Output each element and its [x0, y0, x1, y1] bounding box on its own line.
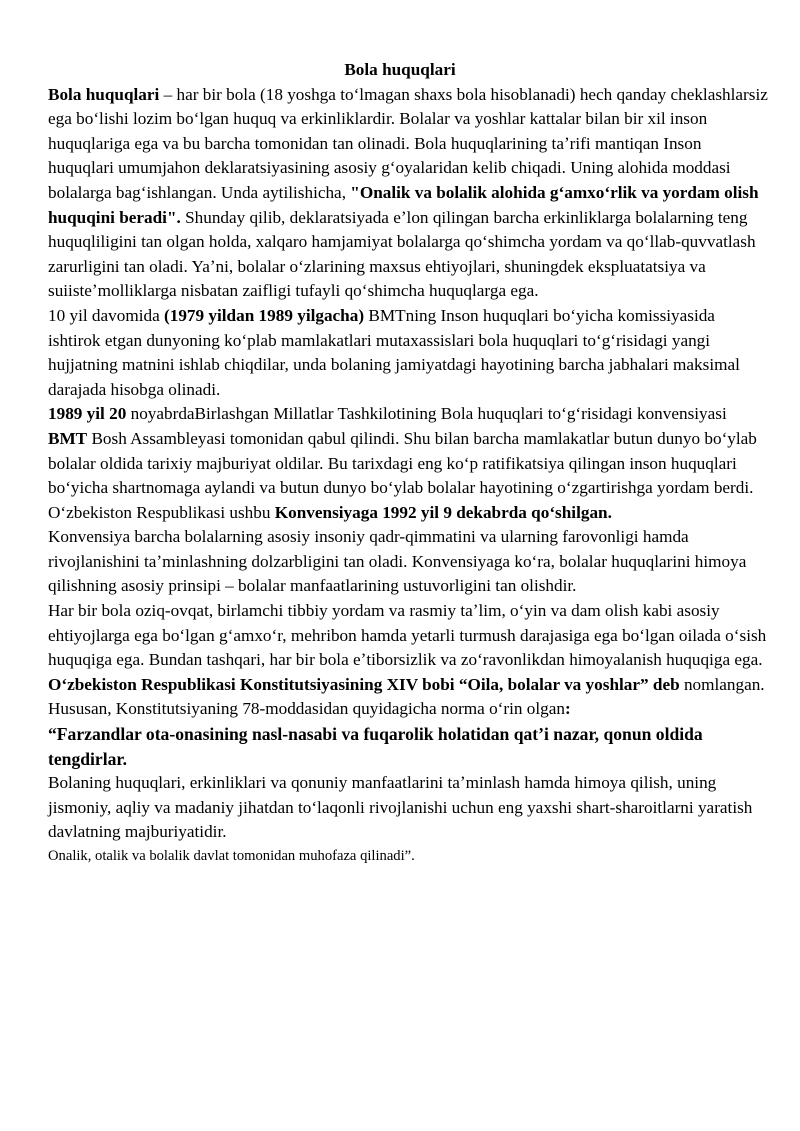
paragraph-state-duty: Bolaning huquqlari, erkinliklari va qonuniy manfaatlarini taʼminlash hamda himoya qilish, uning jismoniy, aqliy va madaniy jihatdan toʻlaqonli rivojlanishi uchun eng yaxshi shart-sharoitlarni yaratish davlatning majburiyatidir.	[48, 773, 753, 842]
document-title: Bola huquqlari	[344, 60, 456, 79]
paragraph-convention: 1989 yil 20 noyabrdaBirlashgan Millatlar Tashkilotining Bola huquqlari toʻgʻrisidagi konvensiyasi BMT Bosh Assambleyasi tomonidan qabul qilindi. Shu bilan barcha mamlakatlar butun dunyo boʻylab bolalar oldida tarixiy majburiyat oldilar. Bu tarixdagi eng koʻp ratifikatsiya qilingan inson huquqlari boʻyicha shartnomaga aylandi va butun dunyo boʻylab bolalar hayotining oʻzgartirishga yordam berdi. Oʻzbekiston Respublikasi ushbu Konvensiyaga 1992 yil 9 dekabrda qoʻshilgan.	[48, 404, 757, 522]
date-bold: 1989 yil 20	[48, 404, 127, 424]
bmt-bold: BMT	[48, 428, 88, 448]
paragraph-constitution: Oʻzbekiston Respublikasi Konstitutsiyasining XIV bobi “Oila, bolalar va yoshlar” deb nomlangan. Hususan, Konstitutsiyaning 78-moddasidan quyidagicha norma oʻrin olgan:	[48, 674, 765, 719]
years-bold: (1979 yildan 1989 yilgacha)	[164, 305, 365, 325]
paragraph-rights: Har bir bola oziq-ovqat, birlamchi tibbiy yordam va rasmiy taʼlim, oʻyin va dam olish kabi asosiy ehtiyojlarga ega boʻlgan gʻamxoʻr, mehribon hamda yetarli turmush darajasiga ega boʻlgan oilada oʻsish huquqiga ega. Bundan tashqari, har bir bola eʼtiborsizlik va zoʻravonlikdan himoyalanish huquqiga ega.	[48, 601, 767, 670]
quote-bold: "Onalik va bolalik alohida gʻamxoʻrlik va yordam olish huquqini beradi".	[48, 182, 759, 227]
paragraph-quote-equality: “Farzandlar ota-onasining nasl-nasabi va fuqarolik holatidan qatʼi nazar, qonun oldida tengdirlar.	[48, 724, 703, 769]
paragraph-protection: Onalik, otalik va bolalik davlat tomonidan muhofaza qilinadi”.	[48, 848, 415, 864]
constitution-bold: Oʻzbekiston Respublikasi Konstitutsiyasining XIV bobi “Oila, bolalar va yoshlar” deb	[48, 674, 680, 694]
document-page	[48, 58, 768, 867]
accession-bold: Konvensiyaga 1992 yil 9 dekabrda qoʻshilgan.	[274, 502, 612, 522]
paragraph-history: 10 yil davomida (1979 yildan 1989 yilgacha) BMTning Inson huquqlari boʻyicha komissiyasida ishtirok etgan dunyoning koʻplab mamlakatlari mutaxassislari bola huquqlari toʻgʻrisidagi yangi hujjatning matnini ishlab chiqdilar, unda bolaning jamiyatdagi hayotining barcha jabhalari maksimal darajada hisobga olinadi.	[48, 305, 740, 399]
paragraph-definition: Bola huquqlari – har bir bola (18 yoshga toʻlmagan shaxs bola hisoblanadi) hech qanday cheklashlarsiz ega boʻlishi lozim boʻlgan huquq va erkinliklardir. Bolalar va yoshlar kattalar bilan bir xil inson huquqlariga ega va bu barcha tomonidan tan olinadi. Bola huquqlarining taʼrifi mantiqan Inson huquqlari umumjahon deklaratsiyasining asosiy gʻoyalaridan kelib chiqadi. Uning alohida moddasi bolalarga bagʻishlangan. Unda aytilishicha, "Onalik va bolalik alohida gʻamxoʻrlik va yordam olish huquqini beradi". Shunday qilib, deklaratsiyada eʼlon qilingan barcha erkinliklarga bolalarning teng huquqliligini tan olgan holda, xalqaro hamjamiyat bolalarga qoʻshimcha yordam va qoʻllab-quvvatlash zarurligini tan oladi. Yaʼni, bolalar oʻzlarining maxsus ehtiyojlari, shuningdek ekspluatatsiya va suiisteʼmolliklarga nisbatan zaifligi tufayli qoʻshimcha huquqlarga ega.	[48, 84, 768, 301]
term-bold: Bola huquqlari	[48, 84, 160, 104]
paragraph-principles: Konvensiya barcha bolalarning asosiy insoniy qadr-qimmatini va ularning farovonligi hamda rivojlanishini taʼminlashning dolzarbligini tan oladi. Konvensiyaga koʻra, bolalar huquqlarini himoya qilishning asosiy prinsipi – bolalar manfaatlarining ustuvorligini tan olishdir.	[48, 527, 747, 596]
